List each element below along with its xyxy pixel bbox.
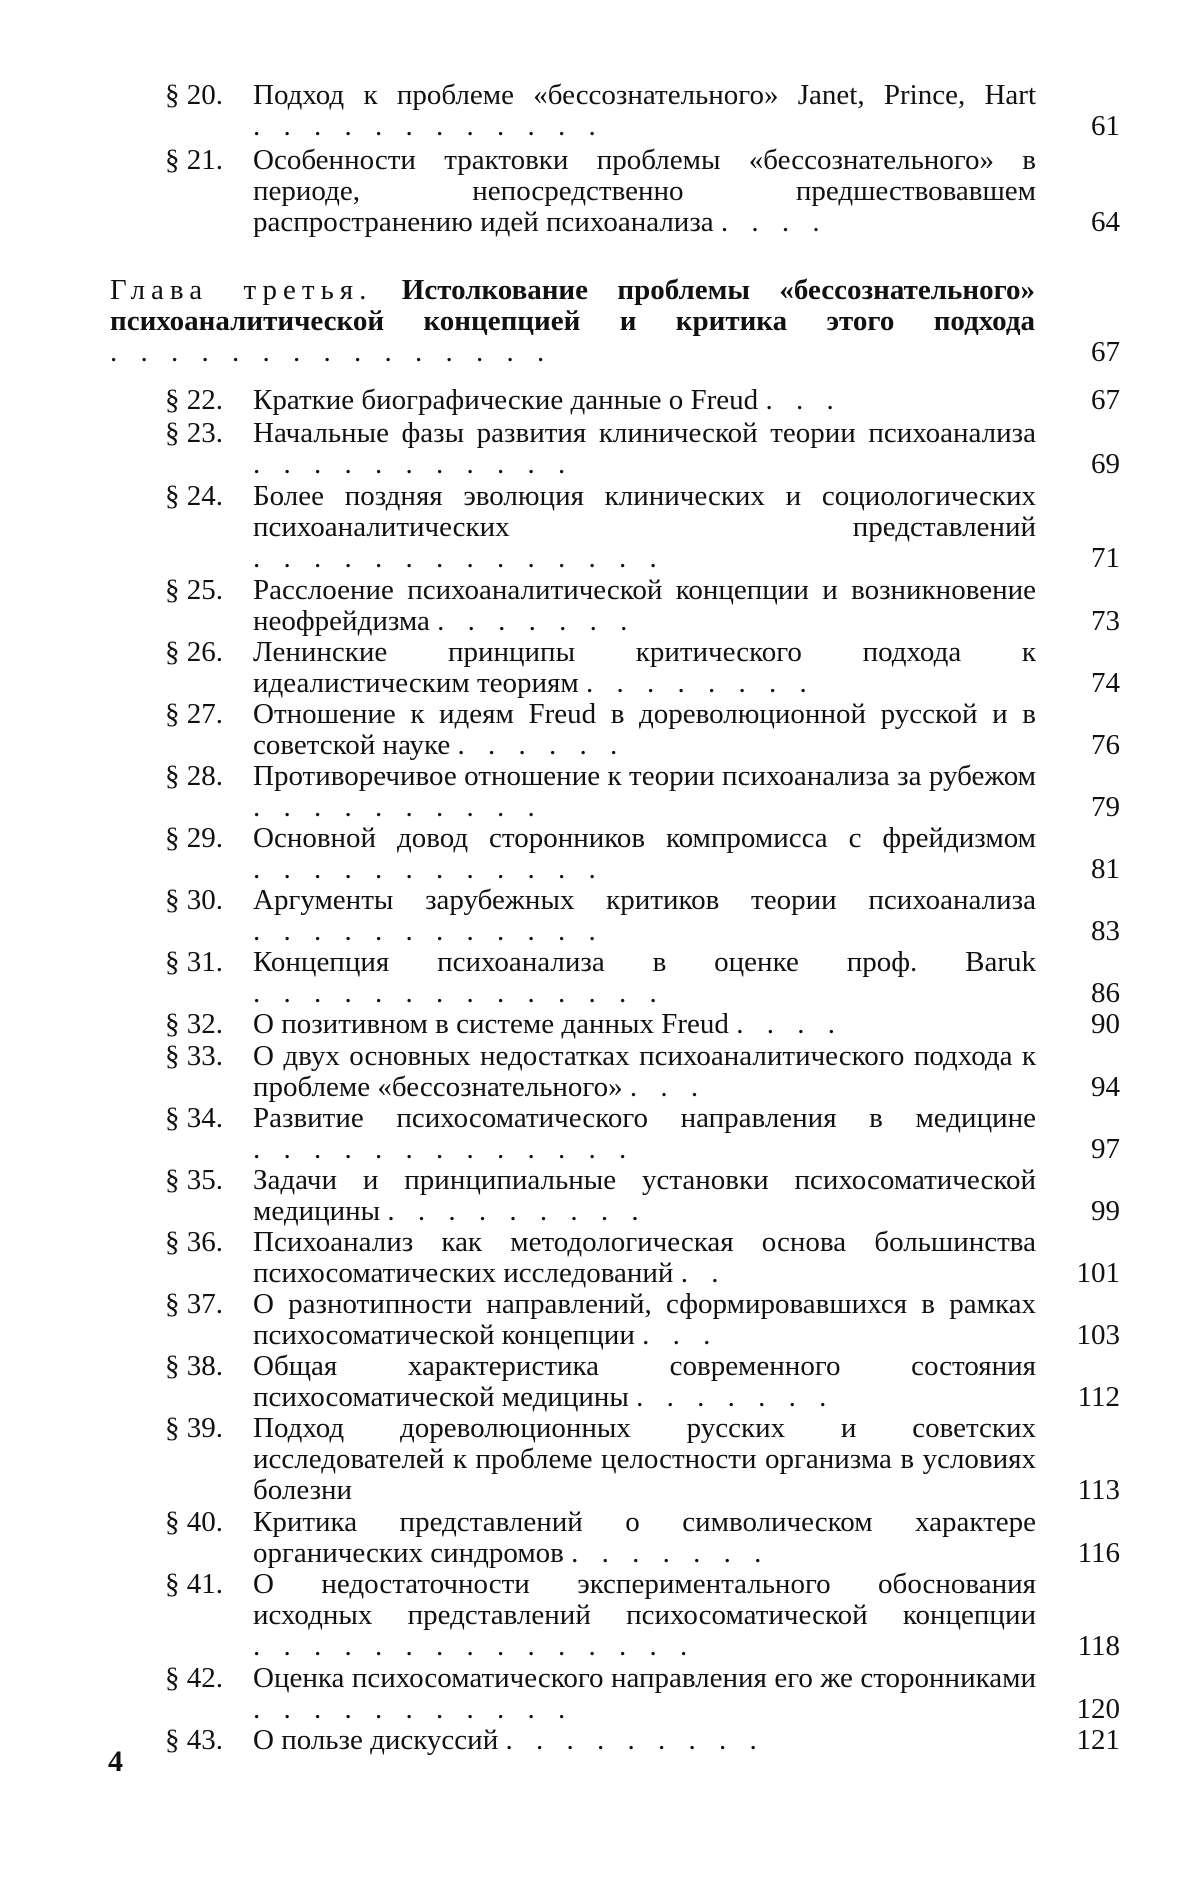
- leader-dots: . . . . . . . . . . .: [253, 448, 574, 480]
- toc-entry-26: [165, 637, 1120, 699]
- toc-entry-24: [165, 481, 1120, 574]
- page-ref: 69: [1091, 448, 1120, 480]
- page-ref: 113: [1077, 1474, 1120, 1506]
- toc-entry-21: [165, 145, 1120, 238]
- section-title: Развитие психосоматического направления в медицине: [253, 1102, 1036, 1134]
- leader-dots: . . . . . .: [457, 729, 626, 761]
- leader-dots: . . . . . . .: [437, 605, 636, 637]
- page-ref: 76: [1091, 729, 1120, 761]
- page-ref: 90: [1091, 1008, 1120, 1040]
- leader-dots: . . . . . . . . . . . . . . .: [110, 336, 553, 368]
- toc-entry-28: [165, 761, 1120, 823]
- section-number: § 35.: [165, 1164, 223, 1196]
- section-number: § 30.: [165, 884, 223, 916]
- leader-dots: . .: [680, 1257, 727, 1289]
- section-number: § 39.: [165, 1412, 223, 1444]
- toc-entry-37: [165, 1289, 1120, 1351]
- section-title: Отношение к идеям Freud в дореволюционной русской и в советской науке: [253, 698, 1036, 761]
- page-number: 4: [108, 1745, 123, 1778]
- section-title: Ленинские принципы критического подхода к идеалистическим теориям: [253, 636, 1036, 699]
- leader-dots: . . . . . . . . . . .: [253, 1693, 574, 1725]
- section-title: Критика представлений о символическом характере органических синдромов: [253, 1506, 1036, 1569]
- toc-entry-25: [165, 575, 1120, 637]
- section-title: Концепция психоанализа в оценке проф. Baruk: [253, 946, 1036, 978]
- page-ref: 79: [1091, 791, 1120, 823]
- section-number: § 22.: [165, 384, 223, 416]
- leader-dots: . . .: [765, 384, 842, 416]
- leader-dots: . . . .: [736, 1008, 843, 1040]
- toc-entry-34: [165, 1103, 1120, 1165]
- section-title: Подход дореволюционных русских и советских исследователей к проблеме целостности организма в условиях болезни: [253, 1412, 1036, 1506]
- leader-dots: . . . .: [720, 206, 828, 238]
- leader-dots: . . . . . . . . . . . .: [253, 110, 604, 142]
- page-ref: 64: [1091, 206, 1120, 238]
- section-title: Расслоение психоаналитической концепции и возникновение неофрейдизма: [253, 574, 1036, 637]
- section-title: Более поздняя эволюция клинических и социологических психоаналитических представлений: [253, 480, 1036, 543]
- section-title: Подход к проблеме «бессознательного» Janet, Prince, Hart: [253, 79, 1036, 111]
- leader-dots: . . . . . . .: [636, 1381, 835, 1413]
- section-title: Основной довод сторонников компромисса с фрейдизмом: [253, 822, 1036, 854]
- section-number: § 36.: [165, 1226, 223, 1258]
- leader-dots: . . . . . . . . . . . . . .: [253, 542, 665, 574]
- section-number: § 40.: [165, 1506, 223, 1538]
- leader-dots: . . . . . . . . .: [505, 1724, 765, 1756]
- section-title: Задачи и принципиальные установки психосоматической медицины: [253, 1164, 1036, 1227]
- section-number: § 23.: [165, 417, 223, 449]
- page-ref: 112: [1077, 1381, 1120, 1413]
- leader-dots: . . . . . . .: [571, 1537, 770, 1569]
- section-number: § 29.: [165, 822, 223, 854]
- page-ref: 81: [1091, 853, 1120, 885]
- leader-dots: . . . . . . . . .: [387, 1195, 647, 1227]
- section-title: О пользе дискуссий: [253, 1724, 499, 1756]
- page-ref: 86: [1091, 977, 1120, 1009]
- page-ref: 67: [1091, 336, 1120, 368]
- leader-dots: . . .: [629, 1071, 707, 1103]
- section-number: § 20.: [165, 79, 223, 111]
- page-ref: 116: [1077, 1537, 1120, 1569]
- section-title: О двух основных недостатках психоаналитического подхода к проблеме «бессознательного»: [253, 1040, 1036, 1103]
- page-ref: 83: [1091, 915, 1120, 947]
- leader-dots: . . . . . . . . . . . . . .: [253, 977, 665, 1009]
- toc-entry-32: [165, 1009, 1120, 1040]
- section-title: Оценка психосоматического направления его же сторонниками: [253, 1662, 1036, 1694]
- toc-entry-27: [165, 699, 1120, 761]
- toc-entry-30: [165, 885, 1120, 947]
- toc-entry-42: [165, 1663, 1120, 1725]
- page-ref: 120: [1076, 1693, 1120, 1725]
- toc-entry-36: [165, 1227, 1120, 1289]
- leader-dots: . . .: [642, 1319, 719, 1351]
- section-number: § 34.: [165, 1102, 223, 1134]
- chapter-label: Глава третья.: [110, 274, 373, 306]
- page-ref: 71: [1091, 542, 1120, 574]
- section-number: § 42.: [165, 1662, 223, 1694]
- section-number: § 41.: [165, 1568, 223, 1600]
- toc-entry-20: [165, 80, 1120, 142]
- page-ref: 101: [1076, 1257, 1120, 1289]
- section-number: § 21.: [165, 144, 223, 176]
- section-number: § 28.: [165, 760, 223, 792]
- chapter-title: Истолкование проблемы «бессознательного» психоаналитической концепцией и критика этого подхода: [110, 274, 1036, 337]
- section-number: § 24.: [165, 480, 223, 512]
- toc-entry-29: [165, 823, 1120, 885]
- page-ref: 67: [1091, 384, 1120, 416]
- toc-entry-31: [165, 947, 1120, 1009]
- leader-dots: . . . . . . . . . . . .: [253, 915, 604, 947]
- page-ref: 121: [1076, 1724, 1120, 1756]
- toc-entry-23: [165, 418, 1120, 480]
- section-title: О недостаточности экспериментального обоснования исходных представлений психосоматической концепции: [253, 1568, 1036, 1631]
- section-number: § 38.: [165, 1350, 223, 1382]
- toc-entry-40: [165, 1507, 1120, 1569]
- section-number: § 25.: [165, 574, 223, 606]
- page-ref: 74: [1091, 667, 1120, 699]
- page-ref: 99: [1091, 1195, 1120, 1227]
- toc-entry-33: [165, 1041, 1120, 1103]
- page-ref: 118: [1077, 1630, 1120, 1662]
- section-title: Особенности трактовки проблемы «бессознательного» в периоде, непосредственно предшествовавшем распространению идей психоанализа: [253, 144, 1036, 238]
- section-title: Противоречивое отношение к теории психоанализа за рубежом: [253, 760, 1036, 792]
- section-title: Психоанализ как методологическая основа большинства психосоматических исследований: [253, 1226, 1036, 1289]
- page-ref: 73: [1091, 605, 1120, 637]
- page-ref: 61: [1091, 110, 1120, 142]
- section-number: § 37.: [165, 1288, 223, 1320]
- section-title: Краткие биографические данные о Freud: [253, 384, 759, 416]
- toc-entry-35: [165, 1165, 1120, 1227]
- section-number: § 33.: [165, 1040, 223, 1072]
- leader-dots: . . . . . . . . . . . . . . .: [253, 1630, 696, 1662]
- leader-dots: . . . . . . . .: [585, 667, 815, 699]
- section-number: § 32.: [165, 1008, 223, 1040]
- leader-dots: . . . . . . . . . . . . .: [253, 1133, 635, 1165]
- page-ref: 97: [1091, 1133, 1120, 1165]
- page-ref: 94: [1091, 1071, 1120, 1103]
- toc-entry-22: [165, 385, 1120, 416]
- toc-entry-39: [165, 1413, 1120, 1506]
- toc-entry-41: [165, 1569, 1120, 1662]
- section-number: § 26.: [165, 636, 223, 668]
- toc-entry-38: [165, 1351, 1120, 1413]
- section-number: § 27.: [165, 698, 223, 730]
- section-title: Начальные фазы развития клинической теории психоанализа: [253, 417, 1036, 449]
- leader-dots: . . . . . . . . . .: [253, 791, 543, 823]
- section-title: О позитивном в системе данных Freud: [253, 1008, 729, 1040]
- leader-dots: . . . . . . . . . . . .: [253, 853, 604, 885]
- section-title: О разнотипности направлений, сформировавшихся в рамках психосоматической концепции: [253, 1288, 1036, 1351]
- section-title: Общая характеристика современного состояния психосоматической медицины: [253, 1350, 1036, 1413]
- toc-entry-43: [165, 1725, 1120, 1756]
- section-number: § 31.: [165, 946, 223, 978]
- page-ref: 103: [1076, 1319, 1120, 1351]
- section-number: § 43.: [165, 1724, 223, 1756]
- section-title: Аргументы зарубежных критиков теории психоанализа: [253, 884, 1036, 916]
- chapter-heading: [110, 275, 1120, 368]
